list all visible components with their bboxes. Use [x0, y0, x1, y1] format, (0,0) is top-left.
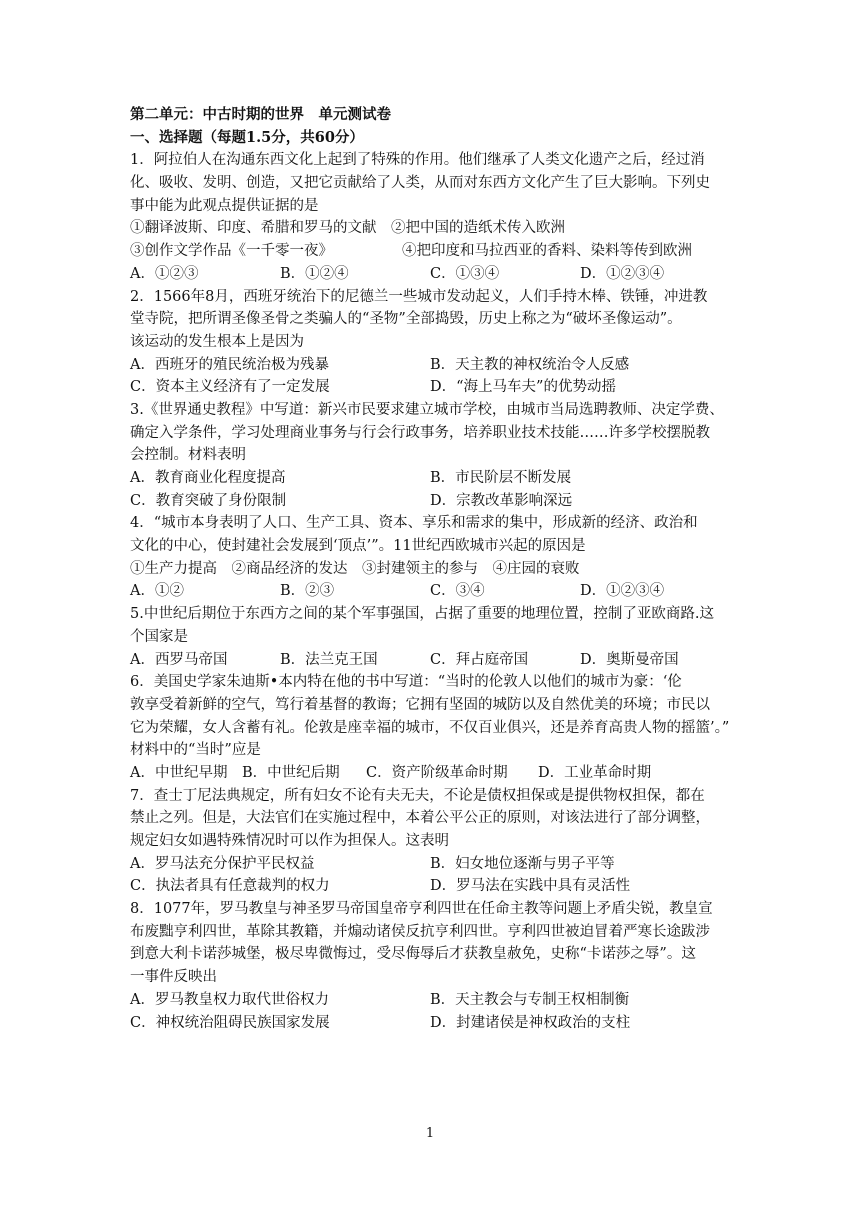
option-b: B．中世纪后期	[242, 764, 340, 781]
option-row	[130, 490, 740, 513]
option-c: C．神权统治阻碍民族国家发展	[130, 1014, 330, 1031]
option-row	[130, 853, 740, 876]
question-5	[130, 603, 740, 671]
option-d: D．封建诸侯是神权政治的支柱	[430, 1014, 631, 1031]
statement-line: ①生产力提高 ②商品经济的发达 ③封建领主的参与 ④庄园的衰败	[130, 560, 580, 577]
option-a: A．①②	[130, 583, 184, 600]
question-3	[130, 399, 740, 512]
statement-item: ④把印度和马拉西亚的香料、染料等传到欧洲	[402, 243, 692, 260]
question-stem-line: 2．1566年8月，西班牙统治下的尼德兰一些城市发动起义，人们手持木棒、铁锤，冲进教	[130, 288, 708, 305]
question-stem-line: 7．查士丁尼法典规定，所有妇女不论有夫无夫，不论是债权担保或是提供物权担保，都在	[130, 787, 705, 804]
option-d: D．①②③④	[580, 265, 665, 282]
option-b: B．①②④	[280, 265, 349, 282]
document-page	[130, 104, 740, 1034]
question-stem-line: 8．1077年，罗马教皇与神圣罗马帝国皇帝亨利四世在任命主教等问题上矛盾尖锐，教皇宣	[130, 901, 713, 918]
question-stem-line: 个国家是	[130, 628, 188, 645]
option-b: B．天主教会与专制王权相制衡	[430, 991, 630, 1008]
question-stem-line: 禁止之列。但是，大法官们在实施过程中，本着公平公正的原则，对该法进行了部分调整，	[130, 810, 710, 827]
question-stem-line: 敦享受着新鲜的空气，笃行着基督的教诲；它拥有坚固的城防以及自然优美的环境；市民以	[130, 696, 710, 713]
option-row	[130, 354, 740, 377]
option-c: C．资本主义经济有了一定发展	[130, 379, 330, 396]
statement-item: ③创作文学作品《一千零一夜》	[130, 243, 333, 260]
question-stem-line: 该运动的发生根本上是因为	[130, 333, 304, 350]
question-stem-line: 会控制。材料表明	[130, 447, 246, 464]
option-c: C．执法者具有任意裁判的权力	[130, 878, 330, 895]
question-stem-line: 到意大利卡诺莎城堡，极尽卑微悔过，受尽侮辱后才获教皇赦免，史称“卡诺莎之辱”。这	[130, 946, 696, 963]
option-a: A．西班牙的殖民统治极为残暴	[130, 356, 329, 373]
unit-title: 第二单元：中古时期的世界 单元测试卷	[130, 106, 391, 123]
question-6	[130, 671, 740, 784]
option-b: B．妇女地位逐渐与男子平等	[430, 855, 615, 872]
option-d: D．罗马法在实践中具有灵活性	[430, 878, 631, 895]
option-b: B．②③	[280, 583, 335, 600]
option-c: C．③④	[430, 583, 485, 600]
option-a: A．罗马教皇权力取代世俗权力	[130, 991, 329, 1008]
option-row	[130, 376, 740, 399]
option-d: D．“海上马车夫”的优势动摇	[430, 379, 616, 396]
question-1	[130, 149, 740, 285]
option-b: B．市民阶层不断发展	[430, 470, 572, 486]
option-row	[130, 580, 740, 603]
question-stem-line: 材料中的“当时”应是	[130, 742, 261, 759]
question-stem-line: 5.中世纪后期位于东西方之间的某个军事强国，占据了重要的地理位置，控制了亚欧商路.这	[130, 606, 714, 623]
option-row	[130, 989, 740, 1012]
option-a: A．教育商业化程度提高	[130, 470, 286, 486]
question-stem-line: 它为荣耀，女人含蓄有礼。伦敦是座幸福的城市，不仅百业俱兴，还是养育高贵人物的摇篮’。”	[130, 719, 730, 736]
question-stem-line: 一事件反映出	[130, 969, 217, 986]
question-4	[130, 512, 740, 603]
question-stem-line: 布废黜亨利四世，革除其教籍，并煽动诸侯反抗亨利四世。亨利四世被迫冒着严寒长途跋涉	[130, 923, 710, 940]
question-stem-line: 确定入学条件，学习处理商业事务与行会行政事务，培养职业技术技能……许多学校摆脱教	[130, 424, 710, 441]
statement-line	[130, 240, 740, 263]
option-a: A．罗马法充分保护平民权益	[130, 855, 315, 872]
option-row	[130, 1012, 740, 1035]
question-stem-line: 文化的中心，使封建社会发展到‘顶点’”。11世纪西欧城市兴起的原因是	[130, 538, 586, 555]
option-d: D．宗教改革影响深远	[430, 492, 573, 509]
option-c: C．①③④	[430, 265, 500, 282]
question-stem-line: 事中能为此观点提供证据的是	[130, 197, 319, 214]
question-stem-line: 4．“城市本身表明了人口、生产工具、资本、享乐和需求的集中，形成新的经济、政治和	[130, 515, 698, 532]
option-c: C．拜占庭帝国	[430, 651, 529, 668]
option-row	[130, 467, 740, 490]
option-c: C．教育突破了身份限制	[130, 492, 287, 509]
question-stem-line: 化、吸收、发明、创造，又把它贡献给了人类，从而对东西方文化产生了巨大影响。下列史	[130, 175, 710, 192]
question-stem-line: 1．阿拉伯人在沟通东西文化上起到了特殊的作用。他们继承了人类文化遗产之后，经过消	[130, 152, 705, 169]
question-8	[130, 898, 740, 1034]
option-b: B．法兰克王国	[280, 651, 378, 668]
option-d: D．工业革命时期	[538, 764, 652, 781]
option-d: D．①②③④	[580, 583, 665, 600]
question-stem-line: 规定妇女如遇特殊情况时可以作为担保人。这表明	[130, 833, 449, 849]
option-a: A．中世纪早期	[130, 764, 228, 781]
question-7	[130, 785, 740, 898]
question-stem-line: 3.《世界通史教程》中写道：新兴市民要求建立城市学校，由城市当局选聘教师、决定学费、	[130, 401, 724, 418]
section-title: 一、选择题（每题1.5分，共60分）	[130, 128, 364, 146]
option-row	[130, 263, 740, 286]
statement-line: ①翻译波斯、印度、希腊和罗马的文献 ②把中国的造纸术传入欧洲	[130, 220, 565, 237]
option-row	[130, 649, 740, 672]
question-2	[130, 286, 740, 399]
option-d: D．奥斯曼帝国	[580, 651, 679, 668]
option-b: B．天主教的神权统治令人反感	[430, 356, 630, 373]
option-c: C．资产阶级革命时期	[366, 764, 508, 781]
option-a: A．①②③	[130, 265, 199, 282]
option-row	[130, 762, 740, 785]
page-number: 1	[425, 1126, 435, 1141]
question-stem-line: 堂寺院，把所谓圣像圣骨之类骗人的“圣物”全部捣毁，历史上称之为“破坏圣像运动”。	[130, 311, 682, 328]
question-stem-line: 6．美国史学家朱迪斯•本内特在他的书中写道：“当时的伦敦人以他们的城市为豪：‘伦	[130, 674, 682, 691]
option-row	[130, 875, 740, 898]
option-a: A．西罗马帝国	[130, 651, 228, 668]
